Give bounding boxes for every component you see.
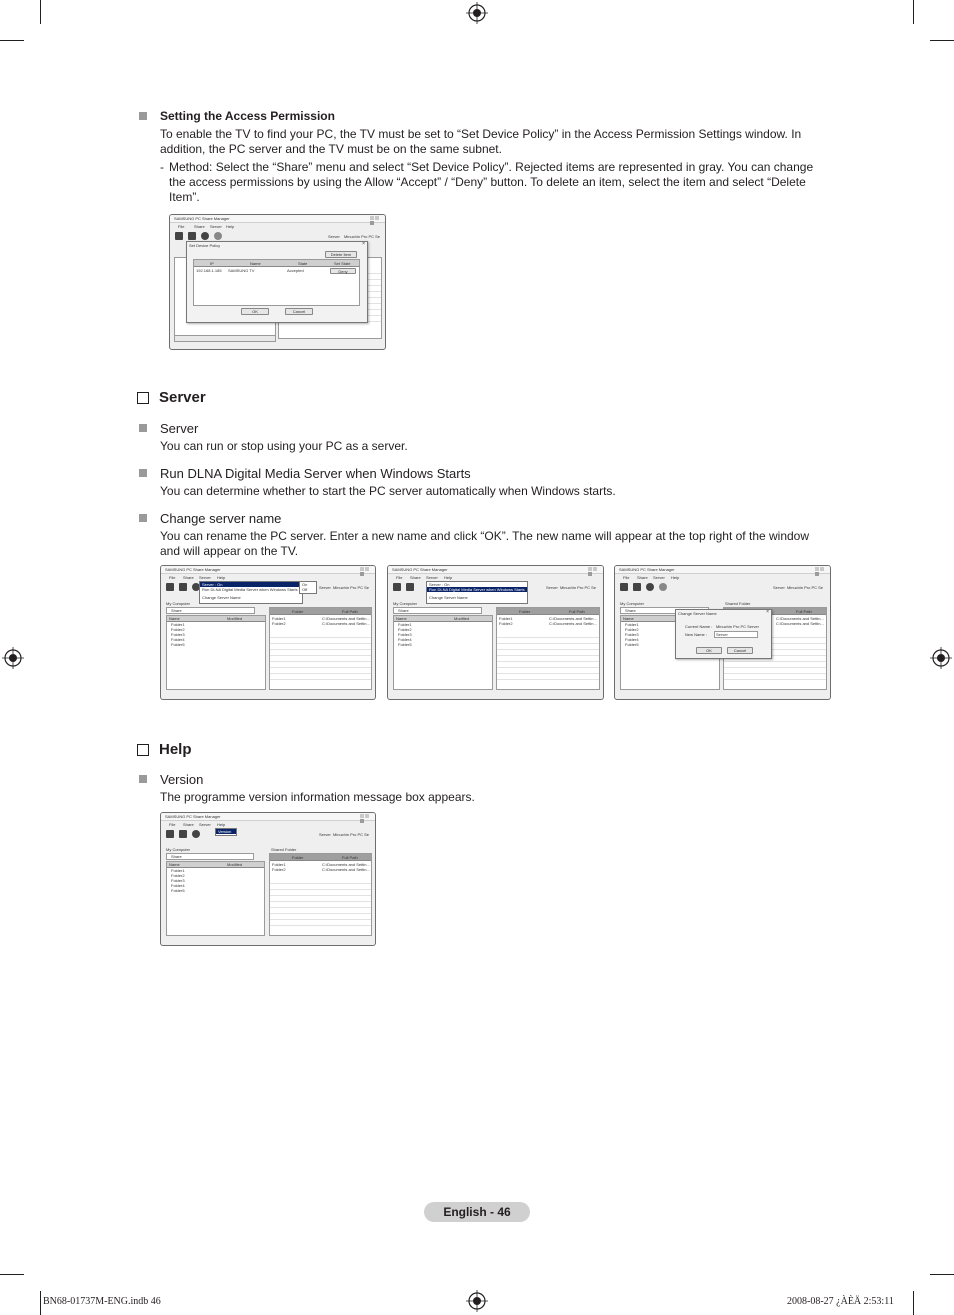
server-label: Server: [319, 585, 331, 590]
row-path[interactable]: C:\Documents and Settin...: [776, 621, 824, 626]
dialog-title: Change Server Name: [678, 611, 717, 616]
add-folder-icon[interactable]: [620, 583, 628, 591]
menu-file[interactable]: File: [623, 575, 630, 580]
crop-mark: [930, 1274, 954, 1275]
horizontal-scrollbar[interactable]: [174, 335, 276, 342]
row-path: C:\Documents and Settin...: [322, 867, 370, 872]
server-label: Server: [319, 832, 331, 837]
window-title: SAMSUNG PC Share Manager: [165, 567, 221, 572]
close-icon[interactable]: ×: [362, 241, 365, 247]
registration-mark-icon: [466, 1290, 488, 1312]
list-item[interactable]: Folder2: [171, 873, 185, 878]
remove-folder-icon[interactable]: [179, 583, 187, 591]
col-modified: Modified: [227, 862, 243, 867]
menu-item-run-dlna[interactable]: Run DLNA Digital Media Server when Windows Starts: [427, 587, 527, 592]
list-item[interactable]: Folder4: [171, 883, 185, 888]
submenu-on[interactable]: On: [302, 582, 308, 587]
list-item[interactable]: Folder1: [171, 622, 185, 627]
row-state: Accepted: [287, 268, 304, 273]
refresh-icon[interactable]: [192, 830, 200, 838]
device-table-header: [194, 260, 359, 267]
col-state: State: [298, 261, 308, 266]
table-row[interactable]: [194, 268, 359, 274]
remove-folder-icon[interactable]: [406, 583, 414, 591]
col-modified: Modified: [227, 616, 243, 621]
menu-file[interactable]: File: [396, 575, 403, 580]
menu-help[interactable]: Help: [226, 224, 235, 229]
col-folder: Folder: [519, 609, 531, 614]
row-folder: Folder1: [272, 616, 286, 621]
server-select[interactable]: Minuchin Pro PC Se: [344, 234, 381, 239]
row-folder: Folder2: [499, 621, 513, 626]
current-name-label: Current Name :: [685, 624, 713, 629]
bullet-square: [139, 775, 147, 783]
access-paragraph-cont: addition, the PC server and the TV must be on the same subnet.: [160, 142, 502, 156]
row-path: C:\Documents and Settin...: [549, 616, 597, 621]
list-item[interactable]: Folder3: [625, 632, 639, 637]
table-row[interactable]: [272, 621, 371, 626]
server-item-desc: You can run or stop using your PC as a server.: [160, 439, 408, 453]
ok-button[interactable]: OK: [696, 647, 722, 654]
crop-mark: [930, 40, 954, 41]
list-item[interactable]: Folder2: [625, 627, 639, 632]
col-full-path: Full Path: [569, 609, 585, 614]
menu-server[interactable]: Server: [653, 575, 665, 580]
table-row[interactable]: [272, 867, 371, 872]
page-number: English - 46: [443, 1205, 511, 1219]
col-ip: IP: [210, 261, 214, 266]
menu-file[interactable]: File: [178, 224, 185, 229]
menu-item-change-name[interactable]: Change Server Name: [202, 595, 241, 600]
menu-share[interactable]: Share: [183, 575, 194, 580]
change-server-name-dialog: [675, 609, 772, 659]
drive-select[interactable]: [166, 853, 254, 860]
col-modified: Modified: [454, 616, 470, 621]
menu-share[interactable]: Share: [637, 575, 648, 580]
method-dash: -: [160, 160, 164, 174]
window-titlebar: [388, 566, 603, 574]
run-dlna-item-label: Run DLNA Digital Media Server when Windows Starts: [160, 466, 471, 481]
drive-select[interactable]: [166, 607, 255, 614]
server-select[interactable]: Minuchin Pro PC Se: [787, 585, 824, 590]
shared-folder-label: Shared Folder: [725, 601, 751, 606]
registration-mark-icon: [2, 647, 24, 669]
window-title: SAMSUNG PC Share Manager: [165, 814, 221, 819]
col-folder: Folder: [292, 609, 304, 614]
drive-value: Share: [171, 608, 182, 613]
menu-server[interactable]: Server: [210, 224, 222, 229]
method-text-end: Item”.: [169, 190, 200, 204]
drive-value: Share: [625, 608, 636, 613]
bullet-square: [139, 514, 147, 522]
method-text-cont: the access permissions by using the Allow “Accept” / “Deny” button. To delete an item, select the item and select “Delete: [169, 175, 806, 189]
add-folder-icon[interactable]: [175, 232, 183, 240]
menu-share[interactable]: Share: [194, 224, 205, 229]
list-item[interactable]: Folder2: [398, 627, 412, 632]
list-item[interactable]: Folder5: [398, 642, 412, 647]
menu-item-version[interactable]: Version: [216, 829, 236, 834]
cancel-button[interactable]: Cancel: [285, 308, 313, 315]
deny-button[interactable]: Deny: [330, 268, 356, 274]
server-section-title: Server: [159, 389, 206, 406]
list-item[interactable]: Folder4: [625, 637, 639, 642]
bullet-square: [139, 469, 147, 477]
menu-item-server-on[interactable]: Server : On: [429, 582, 450, 587]
row-path: C:\Documents and Settin...: [322, 621, 370, 626]
right-pane: [269, 853, 372, 936]
drive-select[interactable]: [393, 607, 482, 614]
left-pane: [166, 615, 266, 690]
list-item[interactable]: Folder1: [171, 868, 185, 873]
table-row[interactable]: [499, 621, 599, 626]
dialog-title: Set Device Policy: [189, 243, 221, 248]
registration-mark-icon: [930, 647, 952, 669]
col-name: Name: [250, 261, 261, 266]
add-folder-icon[interactable]: [166, 830, 174, 838]
row-folder: Folder1: [499, 616, 513, 621]
menu-bar: [161, 821, 375, 827]
sync-icon[interactable]: [214, 232, 222, 240]
menu-server[interactable]: Server: [426, 575, 438, 580]
list-item[interactable]: Folder2: [171, 627, 185, 632]
menu-bar: [170, 223, 385, 229]
new-name-input[interactable]: [714, 631, 758, 638]
window-title: SAMSUNG PC Share Manager: [392, 567, 448, 572]
crop-mark: [913, 1291, 914, 1315]
add-folder-icon[interactable]: [393, 583, 401, 591]
refresh-icon[interactable]: [646, 583, 654, 591]
menu-file[interactable]: File: [169, 575, 176, 580]
server-label: Server: [773, 585, 785, 590]
col-name: Name: [396, 616, 407, 621]
list-item[interactable]: Folder1: [625, 622, 639, 627]
crop-mark: [913, 0, 914, 24]
crop-mark: [0, 1274, 24, 1275]
sync-icon[interactable]: [659, 583, 667, 591]
row-ip: 192.168.1.185: [196, 268, 222, 273]
window-titlebar: [161, 813, 375, 821]
row-path: C:\Documents and Settin...: [549, 621, 597, 626]
screenshot-run-dlna: [387, 565, 604, 700]
submenu-off[interactable]: Off: [302, 587, 308, 592]
row-path: C:\Documents and Settin...: [322, 616, 370, 621]
registration-mark-icon: [466, 2, 488, 24]
col-full-path: Full Path: [342, 855, 358, 860]
server-item-label: Server: [160, 421, 199, 436]
right-pane: [496, 607, 600, 690]
change-name-item-label: Change server name: [160, 511, 282, 526]
bullet-square: [139, 424, 147, 432]
list-item[interactable]: Folder3: [171, 632, 185, 637]
window-titlebar: [615, 566, 830, 574]
left-pane: [393, 615, 493, 690]
refresh-icon[interactable]: [201, 232, 209, 240]
row-folder: Folder2: [272, 867, 286, 872]
menu-bar: [388, 574, 603, 580]
version-item-label: Version: [160, 772, 204, 787]
col-name: Name: [169, 862, 180, 867]
window-title: SAMSUNG PC Share Manager: [174, 216, 230, 221]
col-set-state: Set State: [334, 261, 351, 266]
version-item-desc: The programme version information message box appears.: [160, 790, 475, 804]
my-computer-label: My Computer: [166, 601, 191, 606]
server-dropdown-menu: [426, 581, 528, 604]
ok-button[interactable]: OK: [241, 308, 269, 315]
right-pane: [269, 607, 372, 690]
cancel-button[interactable]: Cancel: [727, 647, 753, 654]
screenshot-change-server-name: [614, 565, 831, 700]
new-name-label: New Name :: [685, 632, 708, 637]
left-pane: [166, 861, 265, 936]
list-item[interactable]: Folder1: [398, 622, 412, 627]
col-full-path: Full Path: [796, 609, 812, 614]
col-folder: Folder: [292, 855, 304, 860]
delete-item-button[interactable]: Delete Item: [325, 251, 357, 258]
screenshot-server-menu: [160, 565, 376, 700]
menu-help[interactable]: Help: [217, 822, 226, 827]
run-dlna-item-desc: You can determine whether to start the PC server automatically when Windows starts.: [160, 484, 616, 498]
shared-folder-label: Shared Folder: [271, 847, 297, 852]
screenshot-set-device-policy: [169, 214, 386, 350]
print-date-info: 2008-08-27 ¿ÀÈÄ 2:53:11: [787, 1296, 894, 1307]
drive-value: Share: [398, 608, 409, 613]
list-item[interactable]: Folder5: [171, 888, 185, 893]
crop-mark: [40, 1291, 41, 1315]
col-name: Name: [623, 616, 634, 621]
section-checkbox-icon: [137, 744, 149, 756]
list-item[interactable]: Folder5: [625, 642, 639, 647]
bullet-square: [139, 112, 147, 120]
method-text: Method: Select the “Share” menu and select “Set Device Policy”. Rejected items are represented in gray. You can change: [169, 160, 814, 174]
help-dropdown-menu: [215, 828, 237, 836]
menu-item-change-name[interactable]: Change Server Name: [429, 595, 468, 600]
server-label: Server: [546, 585, 558, 590]
crop-mark: [0, 40, 24, 41]
menu-help[interactable]: Help: [217, 575, 226, 580]
print-file-info: BN68-01737M-ENG.indb 46: [43, 1296, 161, 1307]
screenshot-help-menu: [160, 812, 376, 946]
toolbar: [161, 828, 375, 840]
access-heading: Setting the Access Permission: [160, 109, 335, 123]
row-path[interactable]: C:\Documents and Settin...: [776, 616, 824, 621]
my-computer-label: My Computer: [620, 601, 645, 606]
menu-item-run-dlna[interactable]: Run DLNA Digital Media Server when Windows Starts: [202, 587, 298, 592]
list-item[interactable]: Folder5: [171, 642, 185, 647]
menu-help[interactable]: Help: [671, 575, 680, 580]
section-checkbox-icon: [137, 392, 149, 404]
access-paragraph: To enable the TV to find your PC, the TV must be set to “Set Device Policy” in the Access Permission Settings window. In: [160, 127, 802, 141]
help-section-title: Help: [159, 741, 192, 758]
server-select[interactable]: Minuchin Pro PC Se: [333, 585, 370, 590]
window-titlebar: [161, 566, 375, 574]
list-item[interactable]: Folder3: [398, 632, 412, 637]
menu-bar: [615, 574, 830, 580]
my-computer-label: My Computer: [166, 847, 191, 852]
menu-server[interactable]: Server: [199, 822, 211, 827]
menu-help[interactable]: Help: [444, 575, 453, 580]
remove-folder-icon[interactable]: [633, 583, 641, 591]
server-select[interactable]: Minuchin Pro PC Se: [560, 585, 597, 590]
remove-folder-icon[interactable]: [188, 232, 196, 240]
server-select[interactable]: Minuchin Pro PC Se: [333, 832, 370, 837]
list-item[interactable]: Folder4: [171, 637, 185, 642]
col-name: Name: [169, 616, 180, 621]
server-label: Server: [328, 234, 340, 239]
current-name-value: Minuchin Pro PC Server: [716, 624, 759, 629]
row-path: C:\Documents and Settin...: [322, 862, 370, 867]
add-folder-icon[interactable]: [166, 583, 174, 591]
drive-value: Share: [171, 854, 182, 859]
menu-share[interactable]: Share: [183, 822, 194, 827]
remove-folder-icon[interactable]: [179, 830, 187, 838]
crop-mark: [40, 0, 41, 24]
server-dropdown-menu: [199, 581, 303, 604]
menu-item-server-on[interactable]: Server : On: [200, 582, 302, 587]
my-computer-label: My Computer: [393, 601, 418, 606]
device-table: [193, 259, 360, 306]
menu-share[interactable]: Share: [410, 575, 421, 580]
set-device-policy-dialog: [186, 241, 368, 323]
menu-server[interactable]: Server: [199, 575, 211, 580]
new-name-value: Server: [716, 632, 728, 637]
list-item[interactable]: Folder3: [171, 878, 185, 883]
window-title: SAMSUNG PC Share Manager: [619, 567, 675, 572]
toolbar: [615, 581, 830, 593]
close-icon[interactable]: ×: [766, 609, 769, 615]
change-name-item-desc: You can rename the PC server. Enter a new name and click “OK”. The new name will appear at the top right of the window: [160, 529, 810, 543]
row-folder: Folder2: [272, 621, 286, 626]
server-submenu: [299, 581, 317, 594]
menu-bar: [161, 574, 375, 580]
menu-file[interactable]: File: [169, 822, 176, 827]
row-folder: Folder1: [272, 862, 286, 867]
window-titlebar: [170, 215, 385, 223]
row-name: SAMSUNG TV: [228, 268, 255, 273]
col-full-path: Full Path: [342, 609, 358, 614]
change-name-item-desc-cont: and will appear on the TV.: [160, 544, 299, 558]
list-item[interactable]: Folder4: [398, 637, 412, 642]
